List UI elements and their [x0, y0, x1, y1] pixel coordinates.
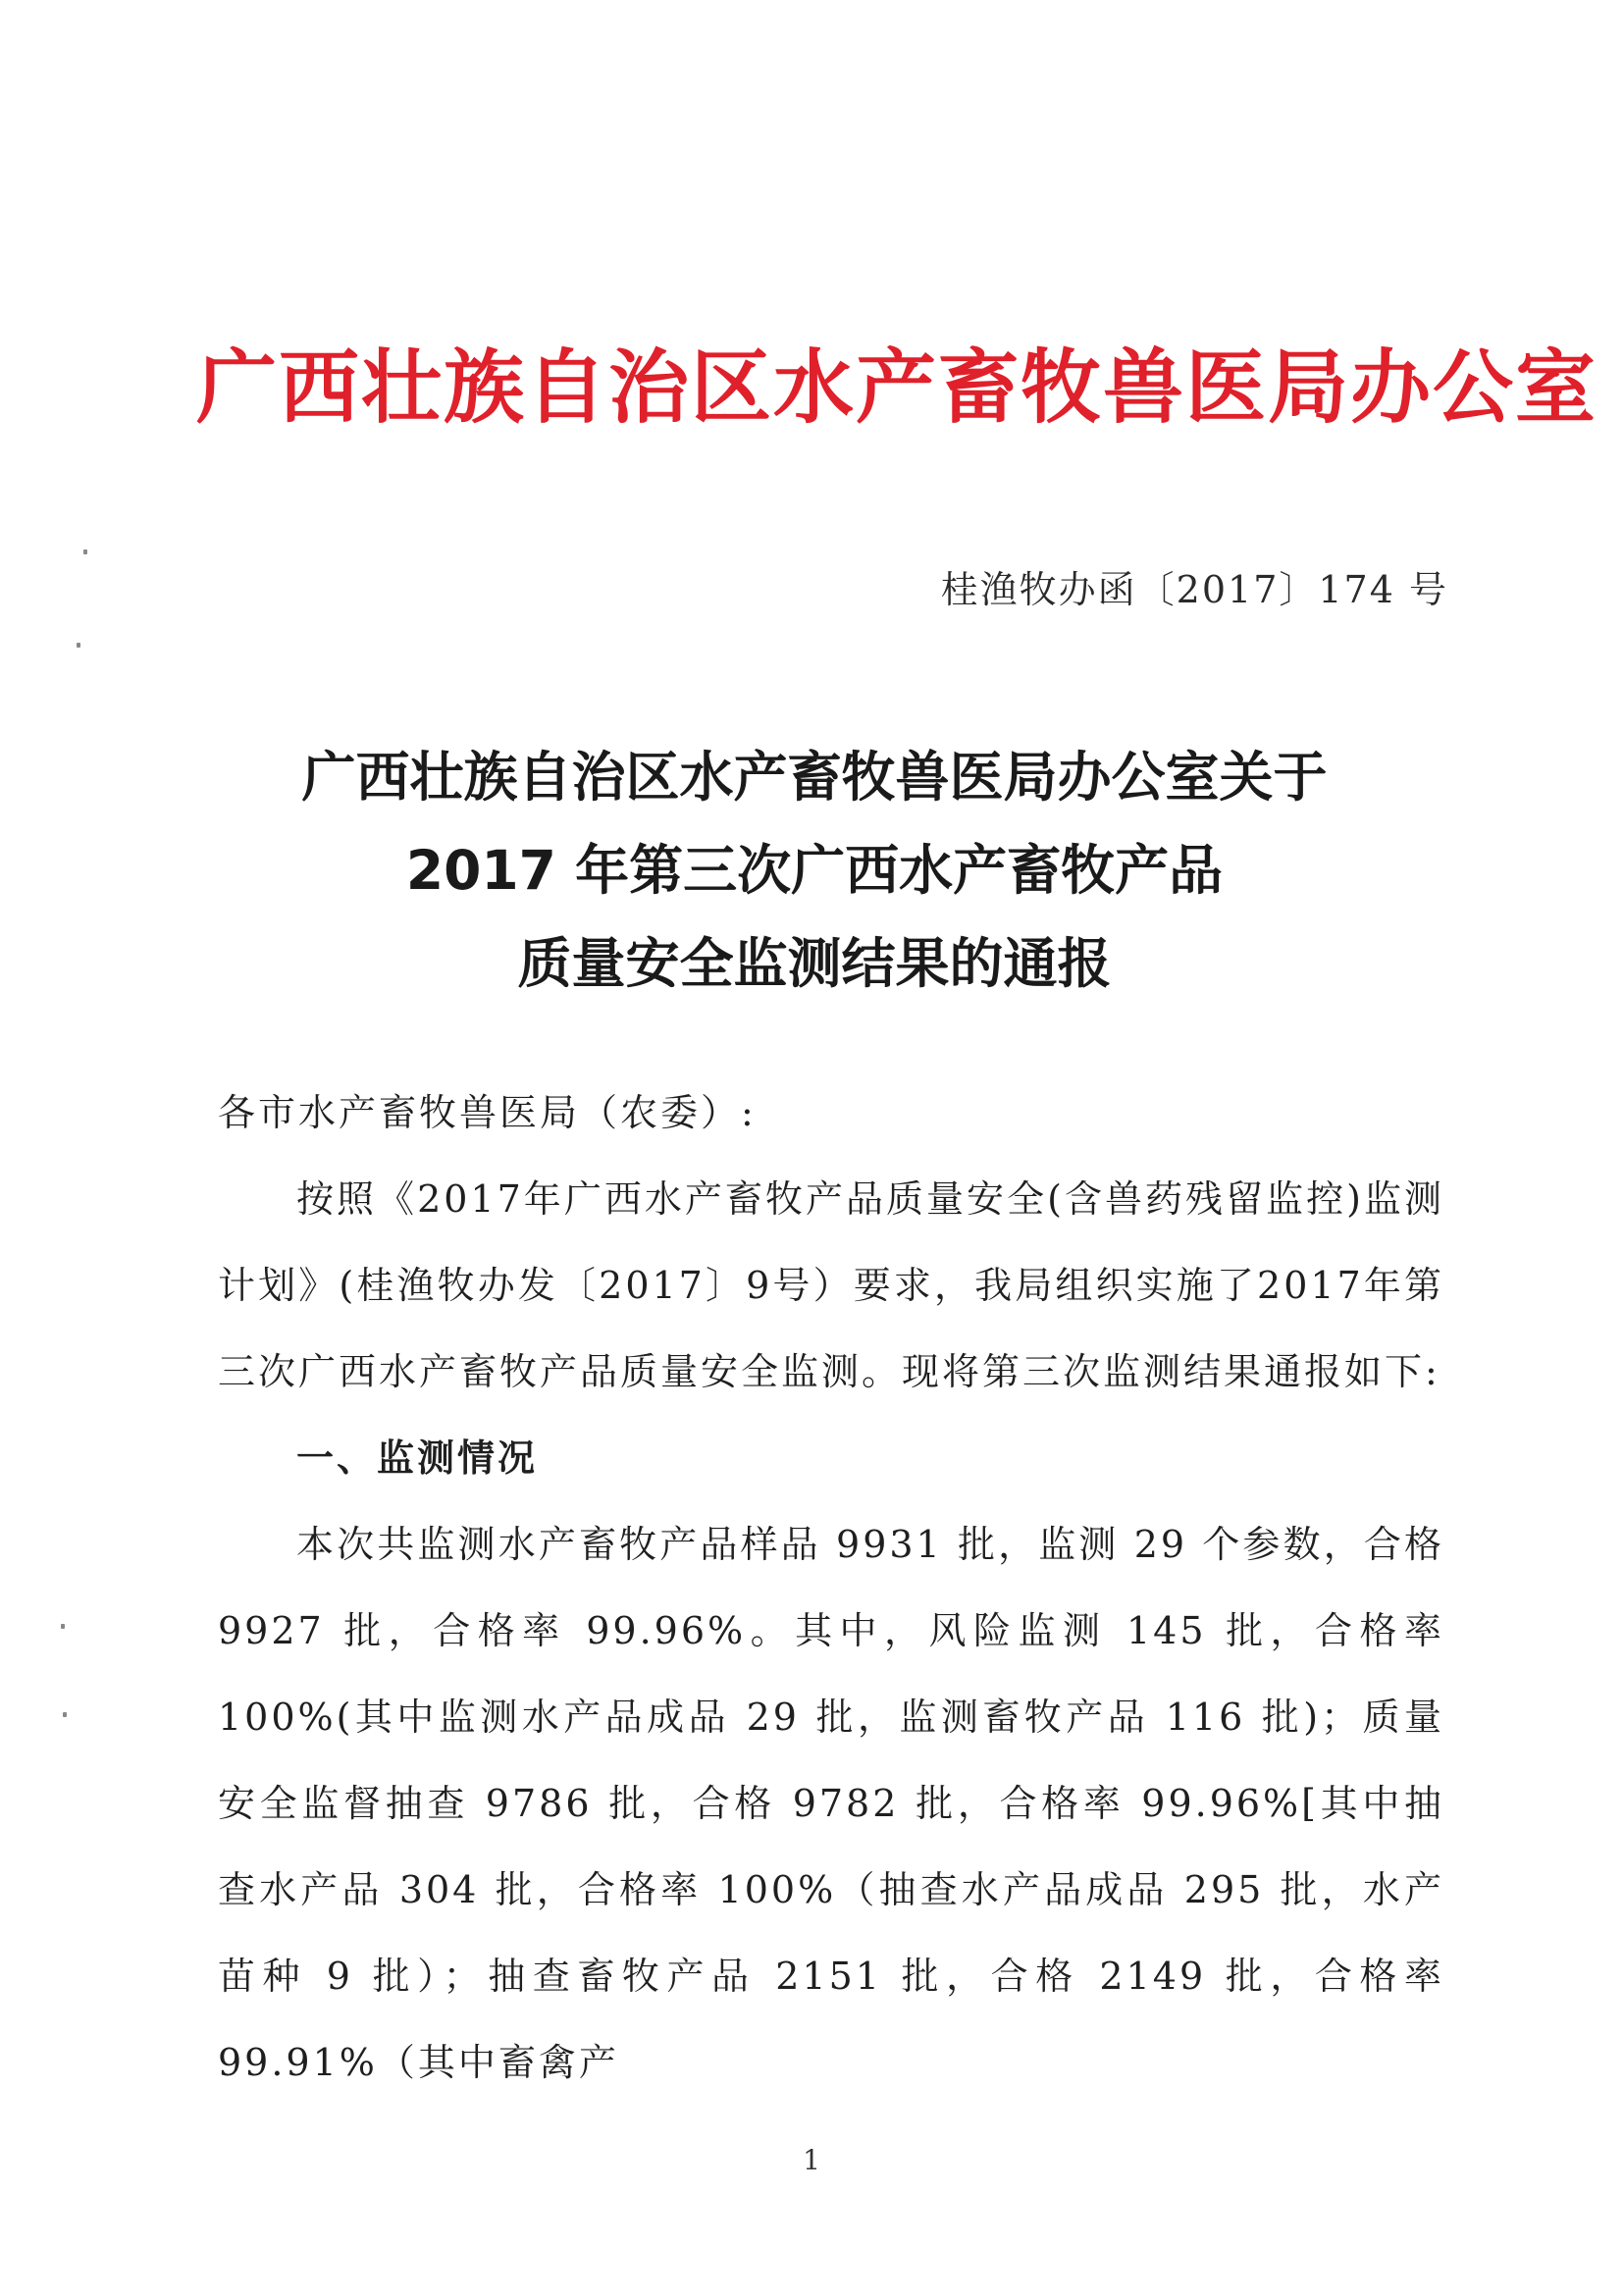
salutation: 各市水产畜牧兽医局（农委）:	[218, 1091, 757, 1134]
section-heading-monitoring: 一、监测情况	[296, 1436, 539, 1480]
title-line-2: 2017 年第三次广西水产畜牧产品	[405, 839, 1224, 902]
document-number: 桂渔牧办函〔2017〕174 号	[940, 568, 1448, 611]
document-body	[218, 1070, 1444, 2106]
scan-speck	[83, 549, 87, 554]
paragraph-monitoring-results: 本次共监测水产畜牧产品样品 9931 批，监测 29 个参数，合格 9927 批，合格率 99.96%。其中，风险监测 145 批，合格率 100%(其中监测水产品成品 29 批，监测畜牧产品 116 批)；质量安全监督抽查 9786 批，合格 9782 批，合格率 99.96%[其中抽查水产品 304 批，合格率 100%（抽查水产品成品 295 批，水产苗种 9 批）；抽查畜牧产品 2151 批，合格 2149 批，合格率 99.91%（其中畜禽产	[218, 1523, 1444, 2084]
document-title	[196, 731, 1433, 1011]
issuing-office-header: 广西壮族自治区水产畜牧兽医局办公室	[196, 340, 1598, 435]
scan-speck	[77, 643, 80, 648]
scan-speck	[63, 1712, 67, 1717]
title-line-1: 广西壮族自治区水产畜牧兽医局办公室关于	[301, 746, 1328, 809]
scan-speck	[61, 1624, 65, 1629]
page-number: 1	[803, 2144, 820, 2176]
paragraph-introduction: 按照《2017年广西水产畜牧产品质量安全(含兽药残留监控)监测计划》(桂渔牧办发〔2017〕9号）要求，我局组织实施了2017年第三次广西水产畜牧产品质量安全监测。现将第三次监测结果通报如下:	[218, 1177, 1444, 1393]
title-line-3: 质量安全监测结果的通报	[517, 932, 1112, 995]
